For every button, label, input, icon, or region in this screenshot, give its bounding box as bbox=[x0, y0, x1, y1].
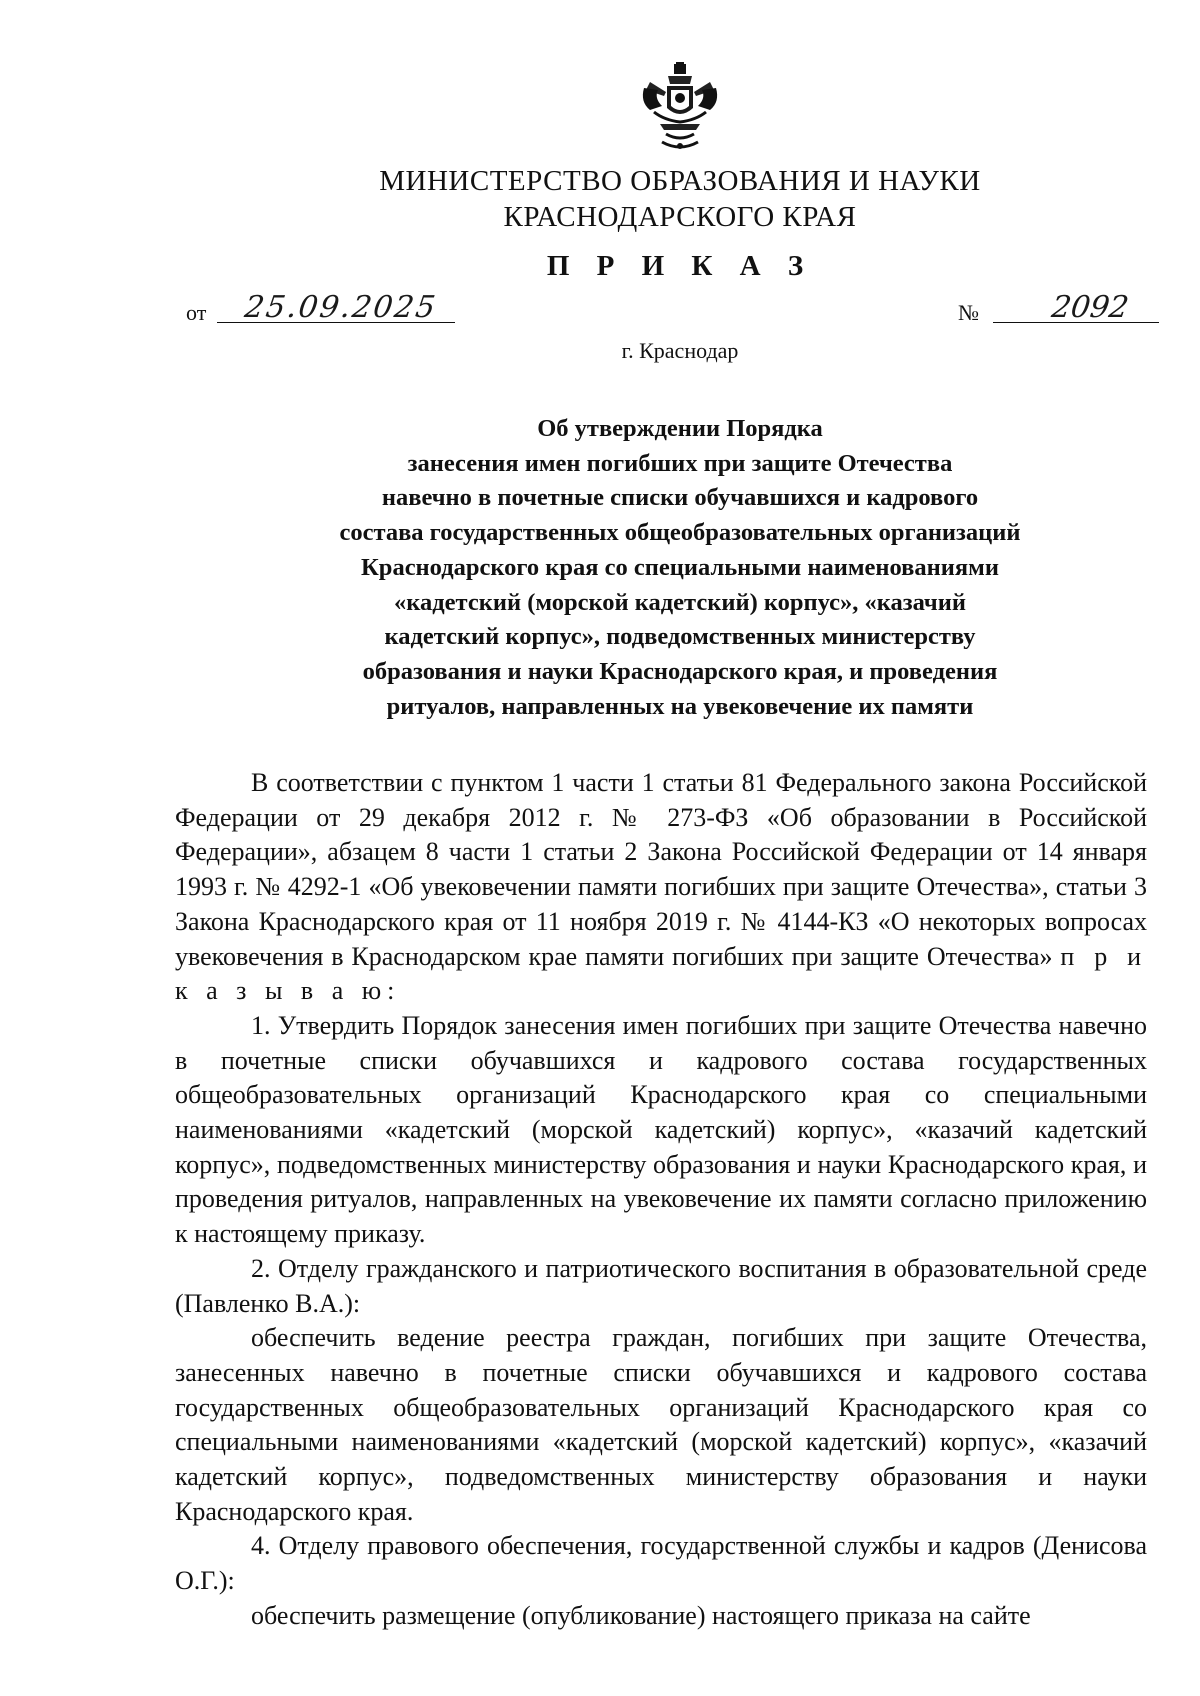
item-2-text-paragraph: обеспечить ведение реестра граждан, погибших при защите Отечества, занесенных навечно в почетные списки обучавшихся и кадрового состава государственных общеобразовательных организаций Краснодарского края со специальными наименованиями «кадетский (морской кадетский) корпус», «казачий кадетский корпус», подведомственных министерству образования и науки Краснодарского края. bbox=[175, 1323, 1147, 1526]
item-4-text-paragraph: обеспечить размещение (опубликование) настоящего приказа на сайте bbox=[251, 1600, 1031, 1630]
number-value-handwritten: 2092 bbox=[1049, 290, 1131, 325]
preamble-paragraph bbox=[175, 766, 1147, 1009]
date-label: от bbox=[186, 300, 207, 325]
city: г. Краснодар bbox=[621, 338, 739, 363]
preamble-text: В соответствии с пунктом 1 части 1 статьи 81 Федерального закона Российской Федерации от 29 декабря 2012 г. № 273-ФЗ «Об образовании в Российской Федерации», абзацем 8 части 1 статьи 2 Закона Российской Федерации от 14 января 1993 г. № 4292-1 «Об увековечении памяти погибших при защите Отечества», статьи 3 Закона Краснодарского края от 11 ноября 2019 г. № 4144-КЗ «О некоторых вопросах увековечения в Краснодарском крае памяти погибших при защите Отечества» bbox=[175, 768, 1147, 971]
title-line: Краснодарского края со специальными наименованиями bbox=[361, 553, 999, 581]
number-label: № bbox=[958, 300, 979, 325]
title-line: кадетский корпус», подведомственных министерству bbox=[384, 623, 976, 651]
ministry-name-line2: КРАСНОДАРСКОГО КРАЯ bbox=[503, 201, 857, 233]
item-4-paragraph: 4. Отделу правового обеспечения, государственной службы и кадров (Денисова О.Г.): bbox=[175, 1531, 1147, 1596]
ministry-name-line1: МИНИСТЕРСТВО ОБРАЗОВАНИЯ И НАУКИ bbox=[379, 165, 981, 197]
coat-of-arms-emblem bbox=[640, 62, 720, 154]
title-line: ритуалов, направленных на увековечение их памяти bbox=[386, 692, 974, 720]
title-line: «кадетский (морской кадетский) корпус», «казачий bbox=[394, 588, 966, 616]
document-type: П Р И К А З bbox=[546, 250, 814, 282]
title-line: навечно в почетные списки обучавшихся и кадрового bbox=[381, 484, 979, 512]
title-line: занесения имен погибших при защите Отечества bbox=[407, 449, 953, 477]
title-line: Об утверждении Порядка bbox=[537, 415, 823, 442]
date-value-handwritten: 25.09.2025 bbox=[242, 290, 440, 325]
document-title bbox=[240, 412, 1120, 724]
item-2-paragraph: 2. Отделу гражданского и патриотического воспитания в образовательной среде (Павленко В.А.): bbox=[175, 1253, 1147, 1318]
item-1-paragraph: 1. Утвердить Порядок занесения имен погибших при защите Отечества навечно в почетные списки обучавшихся и кадрового состава государственных общеобразовательных организаций Краснодарского края со специальными наименованиями «кадетский (морской кадетский) корпус», «казачий кадетский корпус», подведомственных министерству образования и науки Краснодарского края, и проведения ритуалов, направленных на увековечение их памяти согласно приложению к настоящему приказу. bbox=[175, 1010, 1147, 1249]
title-line: образования и науки Краснодарского края, и проведения bbox=[362, 657, 998, 685]
document-body bbox=[175, 766, 1147, 1634]
order-word: п р и к а з ы в а ю: bbox=[175, 941, 1148, 1006]
title-line: состава государственных общеобразовательных организаций bbox=[339, 519, 1021, 547]
